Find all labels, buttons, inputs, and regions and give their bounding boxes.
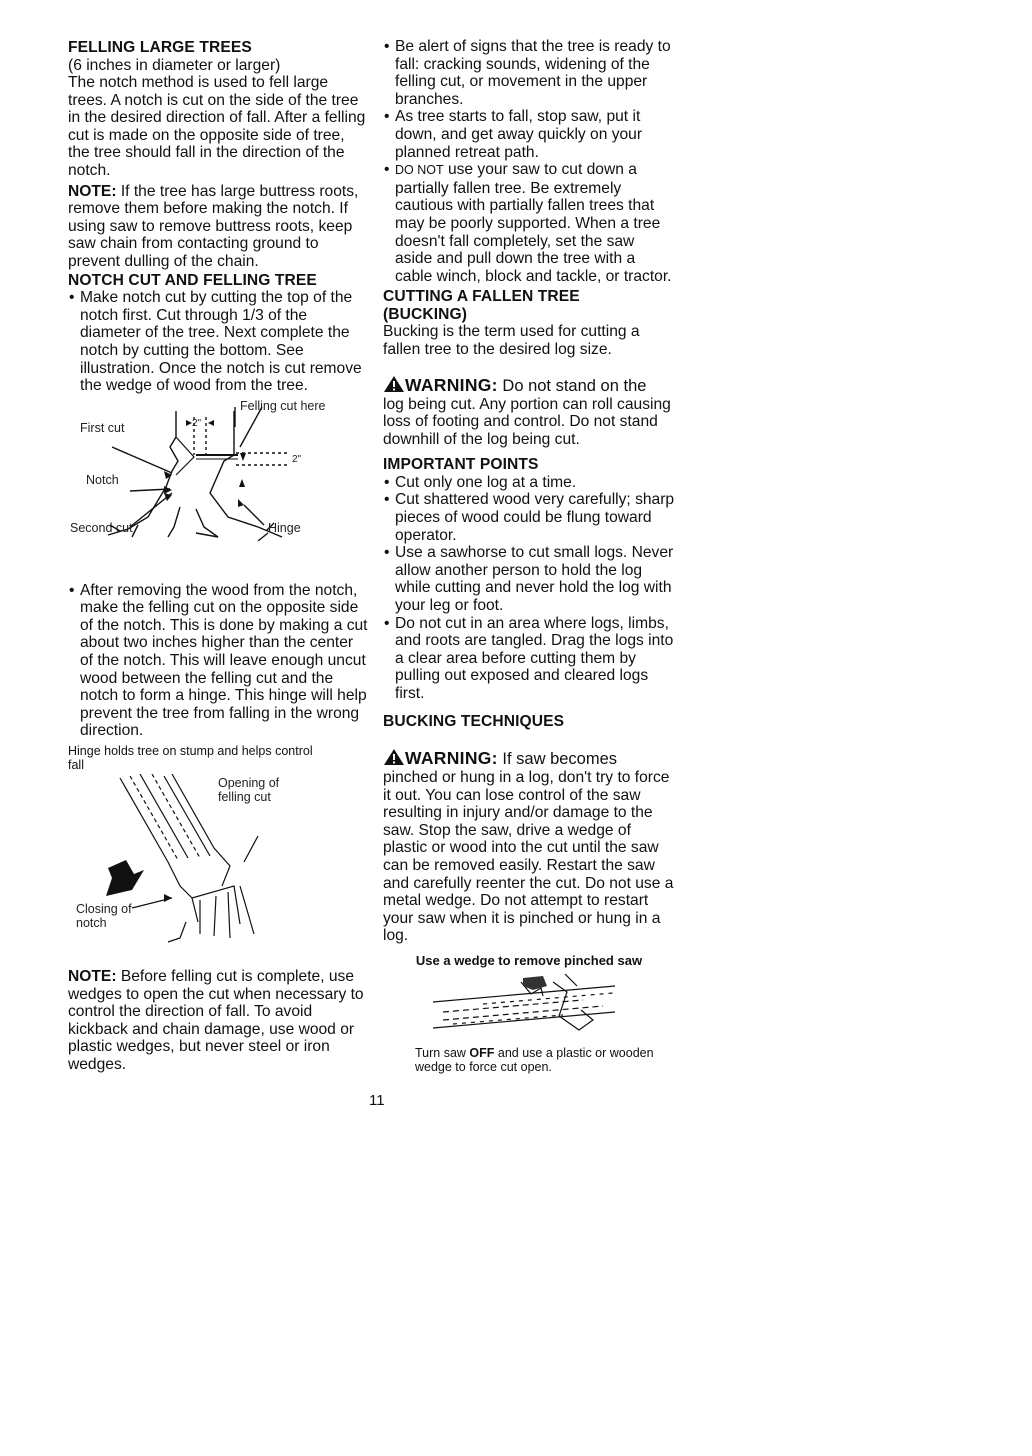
- bucking-text: Bucking is the term used for cutting a fallen tree to the desired log size.: [383, 323, 640, 358]
- bucking-techniques-heading: BUCKING TECHNIQUES: [383, 712, 565, 730]
- buttress-note: [68, 183, 368, 271]
- first-cut-label: First cut: [80, 420, 125, 435]
- warning-1-label: WARNING:: [405, 374, 498, 395]
- wedge-figure-title: Use a wedge to remove pinched saw: [415, 952, 643, 968]
- note-text: If the tree has large buttress roots, remove them before making the notch. If using saw to remove buttress roots, keep saw chain from contacting ground to prevent dulling of the chain.: [68, 182, 359, 271]
- notch-list-1: [68, 289, 368, 395]
- bucking-heading: CUTTING A FALLEN TREE: [383, 288, 580, 306]
- page-number: 11: [369, 1092, 385, 1109]
- felling-cut-label: Felling cut here: [240, 398, 326, 413]
- wedge-caption: [383, 1046, 655, 1074]
- felling-large-intro: The notch method is used to fell large trees. A notch is cut on the side of the tree in the desired direction of fall. After a felling cut is made on the opposite side of tree, the tree should fall in the direction of the notch.: [68, 74, 366, 180]
- warning-1-text: log being cut. Any portion can roll causing loss of footing and control. Do not stand downhill of the log being cut.: [383, 395, 671, 448]
- partial-tree-text: use your saw to cut down a partially fallen tree. Be extremely cautious with partially fallen trees that may be poorly supported. When a tree doesn't fall completely, set the saw aside and pull down the tree with a cable winch, block and tackle, or tractor.: [395, 161, 672, 285]
- retreat-bullet: • As tree starts to fall, stop saw, put it down, and get away quickly on your planned retreat path.: [383, 108, 675, 161]
- important-item-4: • Do not cut in an area where logs, limbs, and roots are tangled. Drag the logs into a clear area before cutting them by pulling out exposed and cleared logs first.: [383, 615, 675, 703]
- notch-list-2: [68, 582, 368, 740]
- warning-icon: [383, 748, 405, 766]
- wedge-caption-post: and use a plastic or wooden wedge to force cut open.: [415, 1045, 654, 1074]
- important-item-1: • Cut only one log at a time.: [383, 474, 675, 492]
- second-cut-label: Second cut: [70, 520, 133, 535]
- notch-label: Notch: [86, 472, 119, 487]
- important-item-2: • Cut shattered wood very carefully; sharp pieces of wood could be flung toward operator.: [383, 491, 675, 544]
- note2-text: Before felling cut is complete, use wedges to open the cut when necessary to control the direction of fall. To avoid kickback and chain damage, use wood or plastic wedges, but never steel or iron wedges.: [68, 968, 364, 1073]
- dim-top-label: 2": [192, 417, 202, 429]
- wedge-note: [68, 968, 368, 1074]
- warning-1-head: [383, 375, 675, 396]
- falling-signs-list: [383, 38, 675, 285]
- pinched-saw-svg: [383, 972, 675, 1044]
- notch-diagram: [68, 397, 368, 582]
- important-item-3: • Use a sawhorse to cut small logs. Never allow another person to hold the log while cutting and never hold the log with your leg or foot.: [383, 544, 675, 614]
- hinge-caption: Hinge holds tree on stump and helps control fall: [68, 744, 313, 773]
- important-heading: IMPORTANT POINTS: [383, 456, 539, 474]
- warning-1-lead: Do not stand on the: [497, 376, 647, 395]
- warning-2-lead: If saw becomes: [497, 750, 618, 768]
- notch-bullet-1: • Make notch cut by cutting the top of the notch first. Cut through 1/3 of the diameter of the tree. Next complete the notch by cutting the bottom. See illustration. Once the notch is cut remove the wedge of wood from the tree.: [68, 289, 368, 395]
- hinge-diagram: [68, 744, 368, 966]
- right-column: [383, 36, 675, 1074]
- wedge-caption-off: OFF: [469, 1045, 495, 1060]
- notch-cut-heading: NOTCH CUT AND FELLING TREE: [68, 271, 317, 289]
- warning-2-label: WARNING:: [405, 748, 498, 768]
- closing-label: Closing of notch: [76, 902, 132, 931]
- signs-bullet: • Be alert of signs that the tree is ready to fall: cracking sounds, widening of the felling cut, or movement in the upper branches.: [383, 38, 675, 108]
- bucking-subheading: (BUCKING): [383, 305, 468, 323]
- felling-large-heading: FELLING LARGE TREES: [68, 39, 252, 56]
- important-list: [383, 474, 675, 703]
- dim-side-label: 2": [292, 453, 302, 465]
- warning-icon: [383, 375, 405, 393]
- opening-label: Opening of felling cut: [218, 776, 280, 805]
- note-label: NOTE:: [68, 182, 117, 200]
- warning-2-text: pinched or hung in a log, don't try to force it out. You can lose control of the saw resulting in injury and/or damage to the saw. Stop the saw, drive a wedge of plastic or wood into the cut until the saw can be removed easily. Restart the saw and carefully reenter the cut. Do not use a metal wedge. Do not attempt to restart your saw when it is pinched or hung in a log.: [383, 769, 674, 945]
- left-column: [68, 36, 368, 1074]
- wedge-caption-pre: Turn saw: [415, 1045, 470, 1060]
- partial-tree-bullet: [383, 161, 675, 285]
- notch-bullet-2: • After removing the wood from the notch, make the felling cut on the opposite side of the notch. This is done by making a cut about two inches higher than the center of the notch. This will leave enough uncut wood between the felling cut and the notch to form a hinge. This hinge will help prevent the tree from falling in the wrong direction.: [68, 582, 368, 740]
- felling-large-subheading: (6 inches in diameter or larger): [68, 56, 281, 74]
- do-not-prefix: DO NOT: [395, 163, 444, 178]
- note2-label: NOTE:: [68, 968, 117, 986]
- warning-2-head: [383, 748, 675, 769]
- hinge-label: Hinge: [268, 520, 301, 535]
- pinched-saw-diagram: [383, 972, 675, 1044]
